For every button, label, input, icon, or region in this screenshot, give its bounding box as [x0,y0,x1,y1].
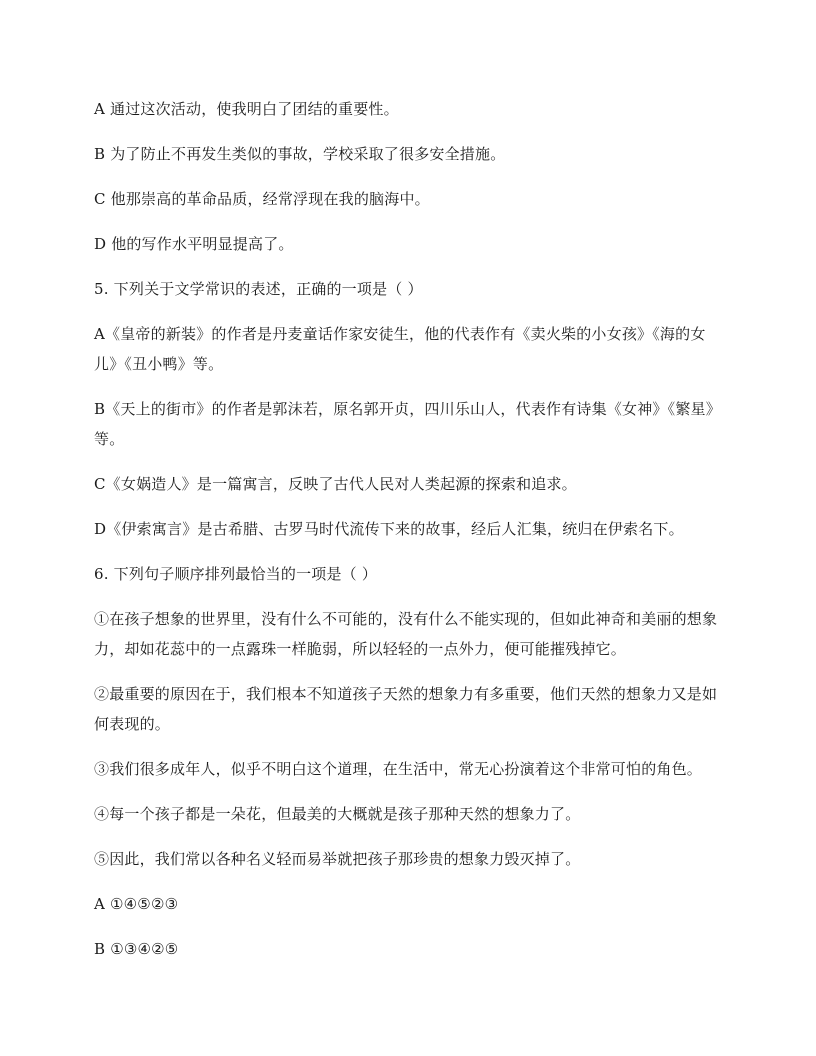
option-a-q4: A 通过这次活动，使我明白了团结的重要性。 [94,100,399,118]
sentence-1: ①在孩子想象的世界里，没有什么不可能的，没有什么不能实现的，但如此神奇和美丽的想象力，却如花蕊中的一点露珠一样脆弱，所以轻轻的一点外力，便可能摧残掉它。 [94,610,718,658]
option-c-q5: C《女娲造人》是一篇寓言，反映了古代人民对人类起源的探索和追求。 [94,475,577,493]
option-a-q6: A ①④⑤②③ [94,895,179,913]
option-b-q4: B 为了防止不再发生类似的事故，学校采取了很多安全措施。 [94,145,506,163]
question-5: 5. 下列关于文学常识的表述，正确的一项是（ ） [94,280,423,298]
option-c-q4: C 他那崇高的革命品质，经常浮现在我的脑海中。 [94,190,430,208]
option-d-q5: D《伊索寓言》是古希腊、古罗马时代流传下来的故事，经后人汇集，统归在伊索名下。 [94,520,684,538]
option-b-q5: B《天上的街市》的作者是郭沫若，原名郭开贞，四川乐山人，代表作有诗集《女神》《繁星》等。 [94,400,714,448]
sentence-4: ④每一个孩子都是一朵花，但最美的大概就是孩子那种天然的想象力了。 [94,805,581,823]
sentence-3: ③我们很多成年人，似乎不明白这个道理，在生活中，常无心扮演着这个非常可怕的角色。 [94,760,703,778]
option-d-q4: D 他的写作水平明显提高了。 [94,235,294,253]
sentence-2: ②最重要的原因在于，我们根本不知道孩子天然的想象力有多重要，他们天然的想象力又是如何表现的。 [94,685,718,733]
option-a-q5: A《皇帝的新装》的作者是丹麦童话作家安徒生，他的代表作有《卖火柴的小女孩》《海的女儿》《丑小鸭》等。 [94,325,706,373]
question-6: 6. 下列句子顺序排列最恰当的一项是（ ） [94,565,378,583]
sentence-5: ⑤因此，我们常以各种名义轻而易举就把孩子那珍贵的想象力毁灭掉了。 [94,850,581,868]
option-b-q6: B ①③④②⑤ [94,940,179,958]
